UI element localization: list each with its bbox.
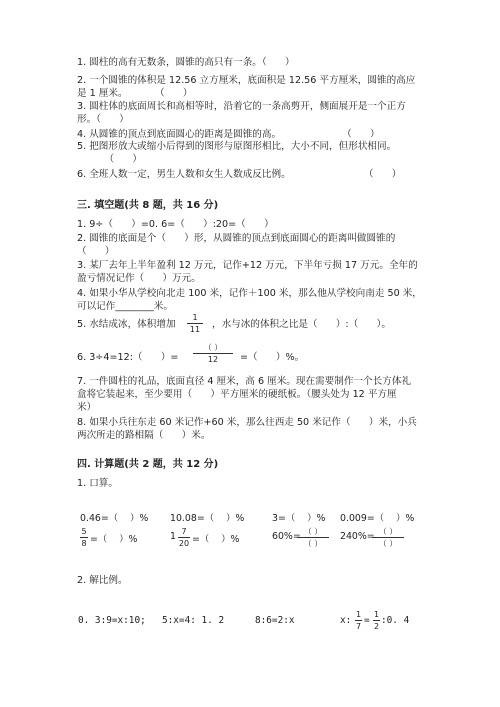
fill-item-7-line2: 盒将它装起来，至少要用（ ）平方厘米的硬纸板。（腰头处为 12 平方厘 (77, 389, 397, 400)
proportion-cell: 5:x=4: 1. 2 (162, 615, 225, 626)
oral-calc-cell: 10.08=（ ）% (170, 513, 245, 524)
fraction-denominator: （ ） (303, 539, 323, 548)
proportion-cell-prefix: x: (340, 615, 352, 626)
fill-item-8-line2: 两次所走的路相隔（ ）米。 (77, 430, 211, 441)
judge-item-6: 6. 全班人数一定，男生人数和女生人数成反比例。 （ ） (77, 169, 402, 180)
judge-item-2-line2: 是 1 厘米。 （ ） (77, 88, 193, 99)
proportion-cell: 0. 3:9=x:10; (78, 615, 146, 626)
fraction-numerator: 1 (192, 313, 198, 322)
fill-item-6-prefix: 6. 3÷4=12:（ ）= (77, 352, 179, 363)
fraction-numerator: 1 (373, 610, 380, 619)
fill-item-2-line1: 2. 圆锥的底面是个（ ）形，从圆锥的顶点到底面圆心的距离叫做圆锥的 (77, 233, 396, 244)
proportion-cell: 8:6=2:x (255, 615, 295, 626)
fraction-numerator: （ ） (203, 343, 223, 352)
fill-item-6-suffix: =（ ）%。 (240, 352, 305, 363)
judge-item-3-line1: 3. 圆柱体的底面周长和高相等时，沿着它的一条高剪开，侧面展开是一个正方 (77, 101, 406, 112)
mixed-number-whole: 1 (170, 531, 176, 542)
fill-item-1: 1. 9÷（ ）=0. 6=（ ）:20=（ ） (77, 219, 274, 230)
fill-item-5-fraction (187, 313, 203, 334)
fraction-denominator: 7 (355, 622, 362, 631)
fill-item-3-line2: 盈亏情况记作（ ）万元。 (77, 273, 201, 284)
oral-calc-fraction (372, 527, 404, 548)
oral-calc-cell: 240%= (340, 531, 375, 542)
proportion-fraction (355, 610, 362, 631)
judge-item-3-line2: 形。（ ） (77, 114, 129, 125)
fraction-denominator: （ ） (378, 539, 398, 548)
fraction-denominator: 8 (81, 539, 87, 548)
judge-item-1: 1. 圆柱的高有无数条，圆锥的高只有一条。（ ） (77, 57, 295, 68)
fill-item-6-fraction (193, 343, 233, 364)
fill-item-2-line2: （ ） (77, 246, 115, 257)
judge-item-5-line1: 5. 把图形放大或缩小后得到的图形与原图形相比，大小不同，但形状相同。 (77, 141, 397, 152)
oral-calc-fraction (80, 527, 88, 548)
fraction-numerator: （ ） (303, 527, 323, 536)
fill-item-8-line1: 8. 如果小兵往东走 60 米记作+60 米，那么往西走 50 米记作（ ）米，小兵 (77, 417, 417, 428)
section3-heading: 三. 填空题(共 8 题，共 16 分) (77, 200, 219, 211)
fill-item-5-prefix: 5. 水结成冰，体积增加 (77, 319, 176, 330)
calc-q1-label: 1. 口算。 (77, 478, 118, 489)
section4-heading: 四. 计算题(共 2 题，共 12 分) (77, 459, 219, 470)
oral-calc-cell: 0.009=（ ）% (340, 513, 415, 524)
oral-calc-cell: 60%= (272, 531, 301, 542)
proportion-fraction (373, 610, 380, 631)
oral-calc-cell: =（ ）% (192, 534, 240, 545)
fraction-denominator: 2 (373, 622, 380, 631)
fraction-numerator: 7 (181, 527, 187, 536)
fraction-denominator: 12 (207, 355, 219, 364)
fraction-denominator: 20 (178, 539, 190, 548)
judge-item-5-line2: （ ） (77, 154, 142, 165)
proportion-cell-suffix: :0. 4 (381, 615, 410, 626)
proportion-equals: = (364, 615, 370, 626)
oral-calc-fraction (178, 527, 190, 548)
fraction-numerator: 1 (355, 610, 362, 619)
oral-calc-fraction (297, 527, 329, 548)
fill-item-3-line1: 3. 某厂去年上半年盈利 12 万元，记作+12 万元，下半年亏损 17 万元。全年的 (77, 260, 418, 271)
fill-item-5-suffix: ，水与冰的体积之比是（ ）:（ ）。 (212, 319, 391, 330)
judge-item-2-line1: 2. 一个圆锥的体积是 12.56 立方厘米，底面积是 12.56 平方厘米，圆锥的高应 (77, 75, 416, 86)
fill-item-4-line2: 可以记作________米。 (77, 301, 173, 312)
fraction-numerator: （ ） (378, 527, 398, 536)
calc-q2-label: 2. 解比例。 (77, 575, 128, 586)
fraction-numerator: 5 (81, 527, 87, 536)
fraction-denominator: 11 (189, 325, 201, 334)
fill-item-4-line1: 4. 如果小华从学校向北走 100 米，记作＋100 米，那么他从学校向南走 50 米， (77, 288, 422, 299)
fill-item-7-line1: 7. 一件圆柱的礼品，底面直径 4 厘米，高 6 厘米。现在需要制作一个长方体礼 (77, 376, 412, 387)
oral-calc-cell: 0.46=（ ）% (80, 513, 149, 524)
judge-item-4: 4. 从圆锥的顶点到底面圆心的距离是圆锥的高。 （ ） (77, 129, 380, 140)
fill-item-7-line3: 米） (77, 402, 97, 413)
oral-calc-cell: =（ ）% (90, 534, 138, 545)
oral-calc-cell: 3=（ ）% (272, 513, 326, 524)
